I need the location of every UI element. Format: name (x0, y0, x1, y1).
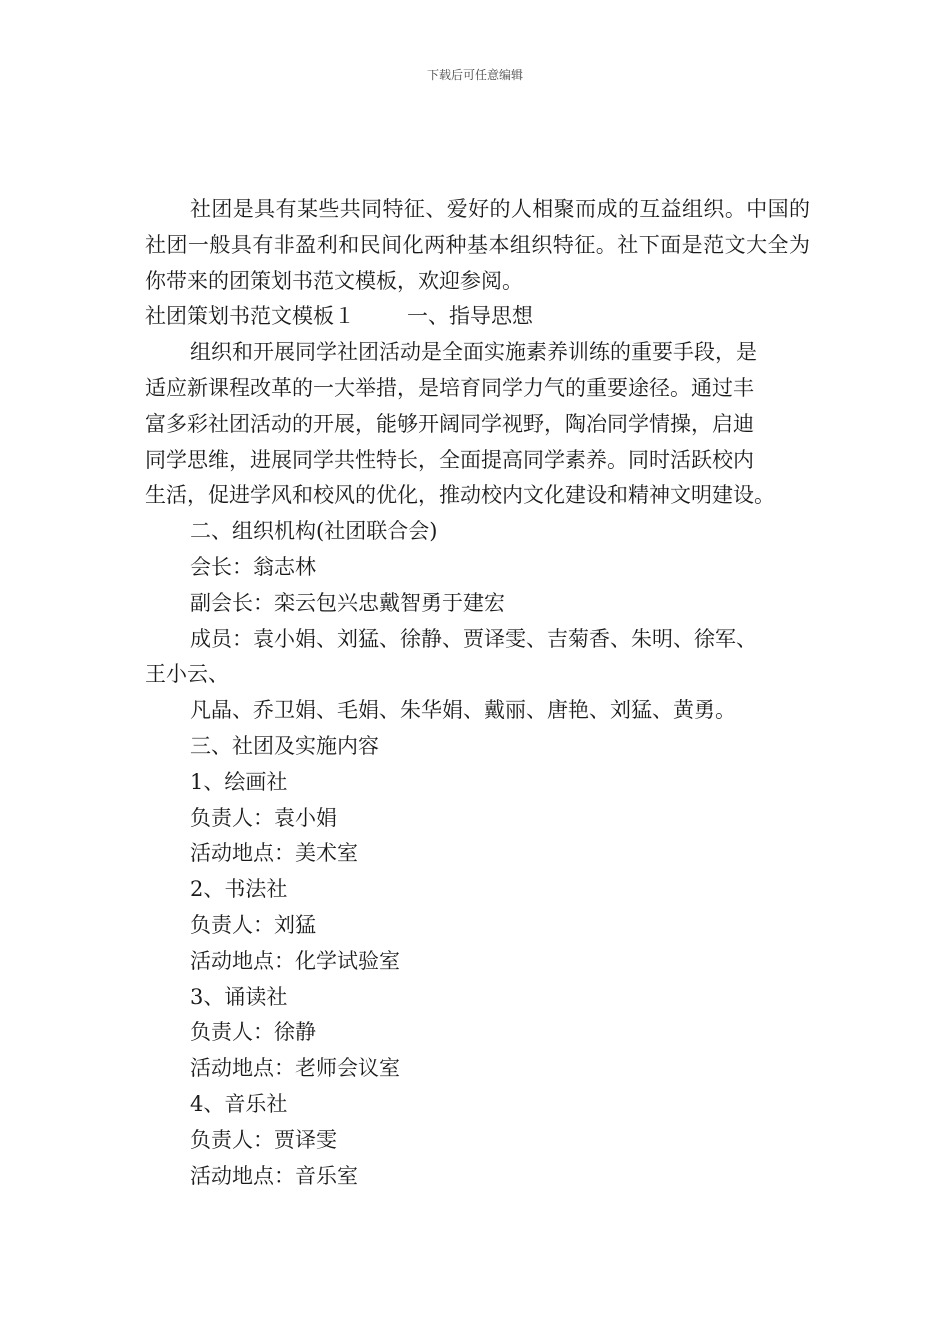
section3-heading: 三、社团及实施内容 (190, 733, 379, 758)
club-name: 4、音乐社 (190, 1091, 288, 1116)
title-line (145, 299, 810, 335)
document-body (145, 192, 810, 1194)
section1-line: 同学思维，进展同学共性特长，全面提高同学素养。同时活跃校内 (145, 447, 754, 472)
club-leader: 负责人：贾译雯 (190, 1127, 337, 1152)
club-location: 活动地点：化学试验室 (190, 948, 400, 973)
club-location: 活动地点：老师会议室 (190, 1056, 400, 1081)
section1-line: 组织和开展同学社团活动是全面实施素养训练的重要手段，是 (190, 340, 757, 365)
club-name: 2、书法社 (190, 877, 288, 902)
club-leader: 负责人：刘猛 (190, 912, 316, 937)
members-line: 王小云、 (145, 662, 229, 687)
club-location: 活动地点：音乐室 (190, 1163, 358, 1188)
club-name: 3、诵读社 (190, 984, 288, 1009)
vice-president-line: 副会长：栾云包兴忠戴智勇于建宏 (190, 590, 505, 615)
doc-title: 社团策划书范文模板１ (145, 304, 355, 329)
club-location: 活动地点：美术室 (190, 841, 358, 866)
club-name: 1、绘画社 (190, 769, 288, 794)
section1-line: 富多彩社团活动的开展，能够开阔同学视野，陶冶同学情操，启迪 (145, 411, 754, 436)
members-line: 凡晶、乔卫娟、毛娟、朱华娟、戴丽、唐艳、刘猛、黄勇。 (190, 698, 736, 723)
section1-heading: 一、指导思想 (407, 304, 533, 329)
club-leader: 负责人：徐静 (190, 1020, 316, 1045)
club-leader: 负责人：袁小娟 (190, 805, 337, 830)
section1-line: 适应新课程改革的一大举措，是培育同学力气的重要途径。通过丰 (145, 375, 754, 400)
section1-line: 生活，促进学风和校风的优化，推动校内文化建设和精神文明建设。 (145, 483, 775, 508)
president-line: 会长：翁志林 (190, 554, 316, 579)
section2-heading: 二、组织机构(社团联合会) (190, 519, 438, 544)
header-note: 下载后可任意编辑 (426, 68, 523, 82)
intro-paragraph: 社团是具有某些共同特征、爱好的人相聚而成的互益组织。中国的社团一般具有非盈利和民间化两种基本组织特征。社下面是范文大全为你带来的团策划书范文模板，欢迎参阅。 (145, 197, 810, 293)
members-line: 成员：袁小娟、刘猛、徐静、贾译雯、吉菊香、朱明、徐军、 (190, 626, 757, 651)
